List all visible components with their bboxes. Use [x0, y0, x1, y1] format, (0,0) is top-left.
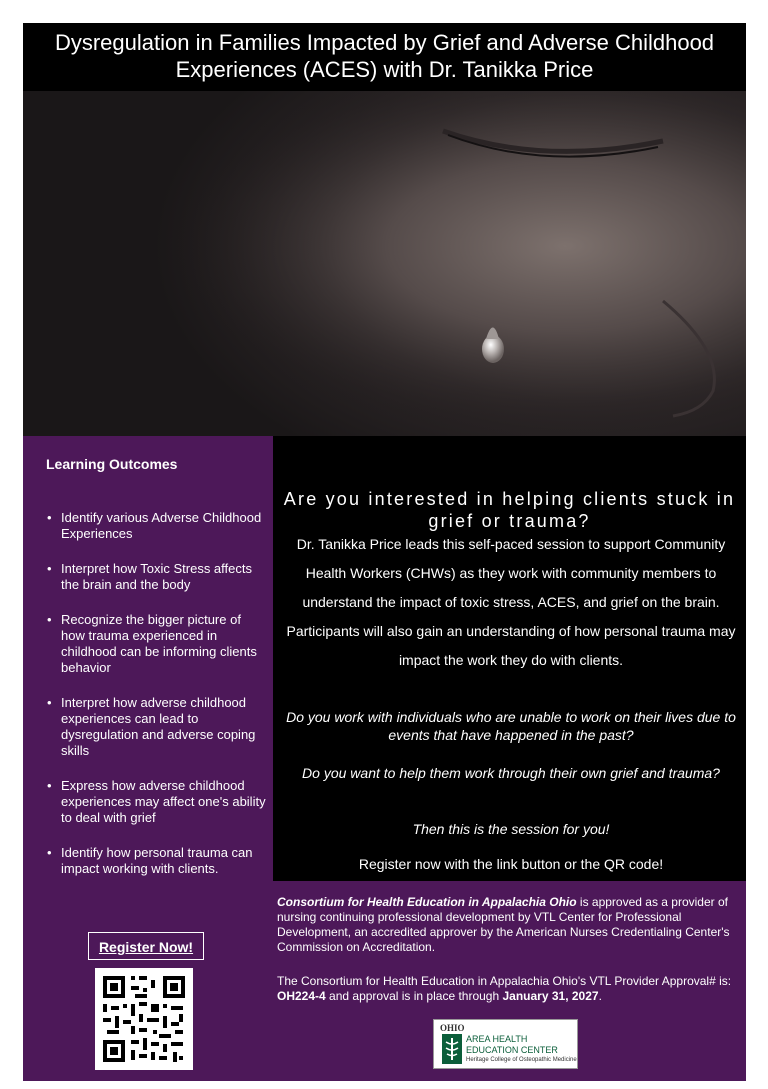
qr-code[interactable] — [95, 968, 193, 1070]
register-now-button[interactable]: Register Now! — [88, 932, 204, 960]
ohio-wordmark: OHIO — [440, 1023, 465, 1033]
page-title — [23, 23, 746, 91]
question-1: Do you work with individuals who are unable to work on their lives due to events that have happened in the past? — [286, 709, 736, 743]
register-cta-text: Register now with the link button or the QR code! — [358, 856, 664, 872]
list-item: • Express how adverse childhood experiences may affect one's ability to deal with grief — [47, 778, 267, 826]
session-intro: Dr. Tanikka Price leads this self-paced session to support Community Health Workers (CHWs) as they work with community members to understand the impact of toxic stress, ACES, and grief on the brain. Participants will also gain an understanding of how personal trauma may impact the work they do with clients. — [286, 536, 736, 668]
learning-outcomes-panel — [23, 436, 273, 1081]
learning-outcomes-heading: Learning Outcomes — [46, 456, 178, 472]
session-description-panel — [273, 436, 746, 881]
list-item: • Recognize the bigger picture of how trauma experienced in childhood can be informing clients behavior — [47, 612, 267, 676]
ahec-logo — [433, 1019, 578, 1069]
accreditation-statement — [277, 895, 742, 955]
closing-line: Then this is the session for you! — [412, 821, 610, 837]
list-item: • Interpret how adverse childhood experiences can lead to dysregulation and adverse coping skills — [47, 695, 267, 759]
approval-date: January 31, 2027 — [502, 989, 599, 1003]
approval-number: OH224-4 — [277, 989, 326, 1003]
title-line-1: Dysregulation in Families Impacted by Grief and Adverse Childhood — [54, 30, 715, 55]
org-name: Consortium for Health Education in Appalachia Ohio — [277, 895, 577, 909]
accreditation-panel — [273, 881, 746, 1081]
hero-photo — [23, 91, 746, 436]
logo-line-3: Heritage College of Osteopathic Medicine — [466, 1057, 577, 1063]
list-item: • Identify how personal trauma can impact working with clients. — [47, 845, 267, 877]
question-2: Do you want to help them work through their own grief and trauma? — [302, 765, 720, 781]
approval-statement: The Consortium for Health Education in Appalachia Ohio's VTL Provider Approval# is: OH224-4 and approval is in place through January 31, 2027. — [277, 974, 732, 1003]
qr-code-icon — [95, 968, 193, 1070]
list-item: • Interpret how Toxic Stress affects the brain and the body — [47, 561, 267, 593]
caduceus-icon — [442, 1034, 462, 1064]
logo-line-2: EDUCATION CENTER — [466, 1045, 558, 1055]
accreditation-text: is approved as a provider of nursing continuing professional development by VTL Center for Professional Development, an accredited approver by the American Nurses Credentialing Center's Commission on Accreditation. — [277, 895, 730, 954]
title-line-2: Experiences (ACES) with Dr. Tanikka Price — [175, 57, 594, 82]
session-headline: Are you interested in helping clients stuck in grief or trauma? — [283, 489, 736, 531]
logo-line-1: AREA HEALTH — [466, 1034, 528, 1044]
list-item: • Identify various Adverse Childhood Experiences — [47, 510, 267, 542]
learning-outcomes-list — [47, 510, 267, 896]
crying-face-illustration — [23, 91, 746, 436]
